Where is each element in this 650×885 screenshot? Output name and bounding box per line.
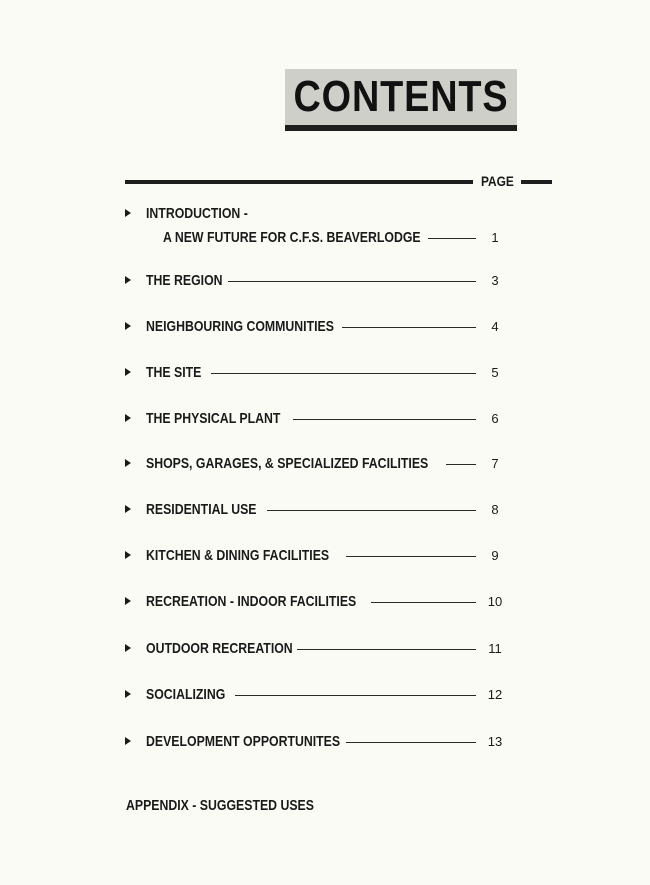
toc-entry-label: RECREATION - INDOOR FACILITIES [146,593,357,610]
triangle-bullet-icon [125,644,131,652]
toc-entry-the-site[interactable] [0,364,650,384]
leader-line [297,649,476,650]
leader-line [211,373,476,374]
toc-page-number: 7 [491,456,499,471]
leader-line [228,281,476,282]
triangle-bullet-icon [125,690,131,698]
toc-entry-label: THE SITE [146,364,202,381]
toc-page-number: 12 [487,687,503,702]
toc-entry-label: SOCIALIZING [146,686,226,703]
triangle-bullet-icon [125,209,131,217]
toc-entry-neighbouring-communities[interactable] [0,318,650,338]
toc-entry-label: NEIGHBOURING COMMUNITIES [146,318,334,335]
leader-line [342,327,476,328]
contents-title-box [285,69,517,131]
toc-page-number: 13 [487,734,503,749]
triangle-bullet-icon [125,322,131,330]
toc-entry-label: RESIDENTIAL USE [146,501,257,518]
toc-entry-recreation-indoor[interactable] [0,593,650,613]
triangle-bullet-icon [125,597,131,605]
toc-page-number: 6 [491,411,499,426]
triangle-bullet-icon [125,368,131,376]
toc-entry-label: SHOPS, GARAGES, & SPECIALIZED FACILITIES [146,455,429,472]
triangle-bullet-icon [125,505,131,513]
toc-page-number: 4 [491,319,499,334]
toc-entry-the-region[interactable] [0,272,650,292]
leader-line [346,556,476,557]
toc-entry-label: KITCHEN & DINING FACILITIES [146,547,330,564]
toc-entry-introduction[interactable] [0,205,650,225]
toc-entry-residential-use[interactable] [0,501,650,521]
leader-line [346,742,476,743]
toc-entry-development-opportunites[interactable] [0,733,650,753]
toc-entry-label: INTRODUCTION - [146,205,248,222]
toc-entry-label: A NEW FUTURE FOR C.F.S. BEAVERLODGE [163,229,421,246]
leader-line [371,602,476,603]
triangle-bullet-icon [125,459,131,467]
leader-line [235,695,476,696]
triangle-bullet-icon [125,414,131,422]
triangle-bullet-icon [125,551,131,559]
toc-entry-kitchen-dining[interactable] [0,547,650,567]
toc-entry-the-physical-plant[interactable] [0,410,650,430]
triangle-bullet-icon [125,276,131,284]
page-title: CONTENTS [293,72,509,121]
toc-entry-socializing[interactable] [0,686,650,706]
page-column-label: PAGE [481,173,514,189]
header-rule-short [521,180,552,184]
header-rule [125,180,473,184]
toc-page-number: 8 [491,502,499,517]
leader-line [293,419,476,420]
toc-page-number: 9 [491,548,499,563]
toc-page-number: 11 [488,641,502,656]
toc-entry-label: OUTDOOR RECREATION [146,640,293,657]
toc-page-number: 5 [491,365,499,380]
toc-entry-outdoor-recreation[interactable] [0,640,650,660]
toc-page-number: 10 [487,594,503,609]
toc-page-number: 3 [491,273,499,288]
toc-entry-label: DEVELOPMENT OPPORTUNITES [146,733,341,750]
triangle-bullet-icon [125,737,131,745]
toc-entry-label: THE PHYSICAL PLANT [146,410,281,427]
leader-line [446,464,476,465]
toc-entry-label: THE REGION [146,272,223,289]
leader-line [267,510,476,511]
toc-entry-shops-garages[interactable] [0,455,650,475]
leader-line [428,238,476,239]
toc-entry-introduction-subtitle[interactable] [0,229,650,249]
appendix-label[interactable]: APPENDIX - SUGGESTED USES [126,797,314,814]
toc-page-number: 1 [491,230,499,245]
